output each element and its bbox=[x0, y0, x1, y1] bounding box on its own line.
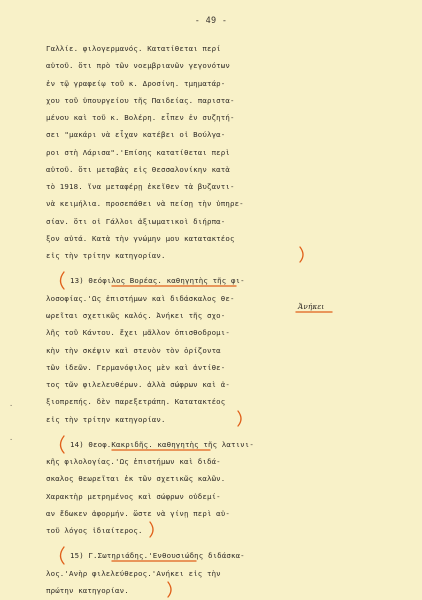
margin-dot: · bbox=[9, 436, 14, 444]
handwritten-insertion: Ἀνήκει bbox=[298, 302, 325, 311]
text-line-8: αὐτοῦ. ὅτι μεταβὰς εἰς Θεσσαλονίκην κατὰ bbox=[46, 165, 230, 174]
text-line-25: σκαλος θεωρεῖται ἐκ τῶν σχετικῶς καλῶν. bbox=[46, 474, 226, 483]
close-bracket-15 bbox=[168, 582, 171, 597]
text-line-23: 14) Θεοφ.Κακριδῆς. καθηγητὴς τῆς λατινι- bbox=[70, 440, 254, 449]
open-bracket-15 bbox=[61, 547, 65, 564]
text-line-2: αὐτοῦ. ὅτι πρὸ τῶν νοεμβριανῶν γεγονότων bbox=[46, 61, 230, 70]
margin-dot: · bbox=[9, 402, 14, 410]
text-line-10: νὰ κειμήλια. προσεπάθει νὰ πείσῃ τὴν ὑπηρε- bbox=[46, 199, 244, 208]
text-line-28: τοῦ λόγος ἰδιαίτερος. bbox=[46, 526, 143, 535]
text-line-16: ωρεῖται σχετικῶς καλός. Ἀνήκει τῆς σχο- bbox=[46, 311, 226, 320]
text-line-21: ξιοπρεπής. δὲν παρεξετράπη. Κατατακτέος bbox=[46, 397, 226, 406]
text-line-19: τῶν ἰδεῶν. Γερμανόφιλος μὲν καὶ ἀντίθε- bbox=[46, 363, 226, 372]
open-bracket-14 bbox=[61, 436, 65, 453]
text-line-18: κὴν τὴν σκέψιν καὶ στενὸν τὸν ὁρίζοντα bbox=[46, 346, 221, 355]
text-line-12: ξον αὐτά. Κατὰ τὴν γνώμην μου κατατακτέος bbox=[46, 234, 235, 243]
close-bracket-14 bbox=[150, 522, 153, 537]
text-line-14: 13) Θεόφιλος Βορέας. καθηγητὴς τῆς φι- bbox=[70, 276, 245, 285]
text-line-22: εἰς τὴν τρίτην κατηγορίαν. bbox=[46, 415, 166, 424]
close-bracket-13 bbox=[238, 411, 241, 426]
text-line-3: ἐν τῷ γραφείῳ τοῦ κ. Δροσίνη. τμηματάρ- bbox=[46, 79, 226, 88]
text-line-17: λῆς τοῦ Κάντου. ἔχει μᾶλλον ὀπισθοδρομι- bbox=[46, 328, 230, 337]
page-number: - 49 - bbox=[194, 16, 228, 26]
open-bracket-13 bbox=[61, 272, 65, 289]
text-line-6: σει "μακάρι νὰ εἶχαν κατέβει οἱ Βούλγα- bbox=[46, 130, 226, 139]
close-bracket-1 bbox=[300, 247, 303, 262]
text-line-30: λος.'Ανὴρ φιλελεύθερος.'Ανήκει εἰς τὴν bbox=[46, 569, 221, 578]
text-line-9: τὸ 1918. ἵνα μεταφέρῃ ἐκεῖθεν τὰ βυζαντι- bbox=[46, 182, 235, 191]
text-line-31: πρώτην κατηγορίαν. bbox=[46, 586, 129, 595]
text-line-1: Γαλλίε. φιλογερμανός. Κατατίθεται περί bbox=[46, 44, 221, 53]
text-line-7: ροι στὴ Λάρισα".'Επίσης κατατίθεται περὶ bbox=[46, 148, 230, 157]
text-line-15: λοσοφίας.'Ως ἐπιστήμων καὶ διδάσκαλος θε- bbox=[46, 294, 235, 303]
text-line-4: χου τοῦ ὑπουργείου τῆς Παιδείας. παριστα- bbox=[46, 96, 235, 105]
text-line-5: μένου καὶ τοῦ κ. Βολέρη. εἶπεν ἐν συζητή- bbox=[46, 113, 235, 122]
text-line-20: τος τῶν φιλελευθέρων. ἀλλὰ σώφρων καὶ ἀ- bbox=[46, 380, 230, 389]
text-line-11: σίαν. ὅτι οἱ Γάλλοι ἀξιωματικοὶ διήρπα- bbox=[46, 217, 226, 226]
text-line-29: 15) Γ.Σωτηριάδης.'Ενθουσιώδης διδάσκα- bbox=[70, 551, 245, 560]
text-line-26: Χαρακτὴρ μετρημένος καὶ σώφρων οὐδεμί- bbox=[46, 492, 221, 501]
text-line-13: εἰς τὴν τρίτην κατηγορίαν. bbox=[46, 251, 166, 260]
text-line-24: κῆς φιλολογίας.'Ως ἐπιστήμων καὶ διδά- bbox=[46, 457, 221, 466]
text-line-27: αν ἔδωκεν ἀφορμήν. ὥστε νὰ γίνῃ περὶ αὐ- bbox=[46, 509, 230, 518]
